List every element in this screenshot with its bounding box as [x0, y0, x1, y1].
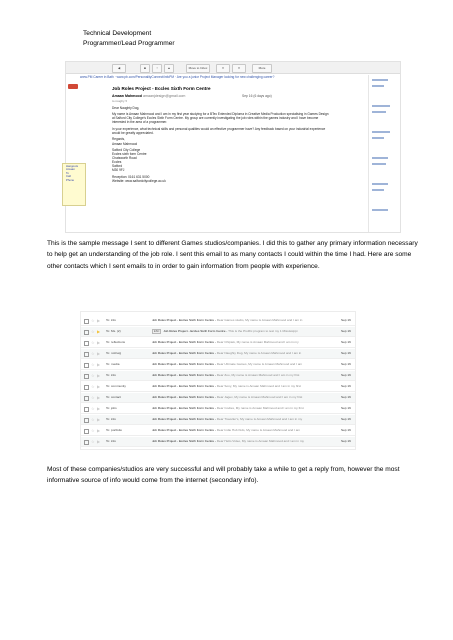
row-date: Sep 16: [341, 318, 351, 322]
row-snippet: Dear Chiptek, My name is Amaan Mahmood and I am in my: [216, 340, 299, 344]
sender-email: amaanjdesign@gmail.com: [142, 94, 186, 98]
row-date: Sep 16: [341, 329, 351, 333]
row-subject: [152, 382, 328, 391]
sent-list-row[interactable]: [81, 316, 355, 326]
closing-paragraph: Most of these companies/studios are very successful and will probably take a while to get a reply from, however the most informative source of info would come from the internet (secondary info).: [47, 466, 400, 485]
row-checkbox[interactable]: [84, 418, 89, 423]
email-contact-info: Reception: 0161 631 5000 Website: www.salfordcitycollege.ac.uk: [112, 174, 166, 183]
side-link[interactable]: [372, 209, 388, 211]
row-checkbox[interactable]: [84, 385, 89, 390]
importance-icon[interactable]: ▶: [97, 428, 101, 433]
side-link[interactable]: [372, 79, 388, 81]
row-separator: -: [214, 439, 217, 443]
row-subject-text: Job Roles Project - Eccles Sixth Form Centre: [163, 329, 226, 333]
compose-button[interactable]: [68, 84, 78, 89]
row-subject: [152, 437, 328, 446]
row-separator: -: [214, 351, 217, 355]
star-icon[interactable]: ☆: [91, 384, 95, 389]
sent-list-row[interactable]: [81, 437, 355, 447]
row-date: Sep 16: [341, 362, 351, 366]
sender-name: Amaan Mahmood: [112, 94, 142, 98]
email-paragraph: In your experience, what technical skills and personal qualities would an effective programmer have? Any feedback based on your industrial experience would be greatly appreciated.: [112, 126, 326, 135]
side-link[interactable]: [372, 163, 386, 165]
row-checkbox[interactable]: [84, 341, 89, 346]
importance-icon[interactable]: ▶: [97, 406, 101, 411]
move-to-inbox-button[interactable]: Move to Inbox: [186, 64, 210, 73]
star-icon[interactable]: ☆: [91, 417, 95, 422]
row-date: Sep 16: [341, 351, 351, 355]
document-heading-role: Technical Development: [83, 30, 152, 37]
row-checkbox[interactable]: [84, 352, 89, 357]
row-separator: -: [214, 340, 217, 344]
row-checkbox[interactable]: [84, 429, 89, 434]
row-subject: [152, 360, 328, 369]
importance-icon[interactable]: ▶: [97, 318, 101, 323]
left-panel: [66, 80, 80, 232]
row-subject-text: Job Roles Project - Eccles Sixth Form Centre: [152, 395, 215, 399]
archive-button[interactable]: ■: [140, 64, 150, 73]
email-screenshot: [65, 61, 401, 233]
row-subject: [152, 338, 328, 347]
row-subject: [152, 426, 328, 435]
row-date: Sep 16: [341, 439, 351, 443]
row-subject: [152, 327, 328, 336]
row-separator: -: [214, 362, 217, 366]
back-button[interactable]: ◀: [112, 64, 126, 73]
row-snippet: Dear Naughty Dog, My name is Amaan Mahmood and I am in: [216, 351, 302, 355]
importance-icon[interactable]: ▶: [97, 384, 101, 389]
chat-panel-text: Hangouts Amaan To Call Phone: [66, 164, 78, 182]
row-subject-text: Job Roles Project - Eccles Sixth Form Centre: [152, 428, 215, 432]
label-button[interactable]: ▾: [232, 64, 246, 73]
star-icon[interactable]: ☆: [91, 439, 95, 444]
sent-list-row[interactable]: [81, 371, 355, 381]
row-checkbox[interactable]: [84, 407, 89, 412]
row-snippet: Dear Ultimate Games, My name is Amaan Mahmood and I am: [216, 362, 303, 366]
row-snippet: Dear Zoo, My name is Amaan Mahmood and I am in my first: [216, 373, 300, 377]
email-subject: Job Roles Project - Eccles Sixth Form Centre: [112, 86, 211, 91]
row-snippet: Dear Games studio, My name is Amaan Mahmood and I am in: [216, 318, 303, 322]
row-snippet: Dear Indie Hub Kids, My name is Amaan Mahmood and I am: [216, 428, 301, 432]
importance-icon[interactable]: ▶: [97, 395, 101, 400]
row-separator: -: [214, 428, 217, 432]
row-subject-text: Job Roles Project - Eccles Sixth Form Centre: [152, 417, 215, 421]
side-link[interactable]: [372, 131, 390, 133]
side-link[interactable]: [372, 183, 388, 185]
sent-list-screenshot: [80, 311, 356, 450]
star-icon[interactable]: ☆: [91, 362, 95, 367]
row-checkbox[interactable]: [84, 396, 89, 401]
row-recipient: To: contact: [106, 395, 121, 399]
email-paragraph: My name is Amaan Mahmood and I am in my first year studying for a BTec Extended Diploma in Creative Media Production specialising in Games Design at Salford City College's Eccles Sixth Form Centre. My group are currently investigating the job roles within the games industry and I have become interested in the area of a programmer.: [112, 112, 329, 125]
side-link[interactable]: [372, 85, 384, 87]
side-link[interactable]: [372, 157, 388, 159]
importance-icon[interactable]: ▶: [97, 340, 101, 345]
sent-list-row[interactable]: [81, 393, 355, 403]
email-greeting: Dear Naughty Dog,: [112, 106, 140, 110]
row-subject-text: Job Roles Project - Eccles Sixth Form Centre: [152, 384, 215, 388]
row-snippet: Dear Sony, My name is Amaan Mahmood and I am in my first: [216, 384, 301, 388]
row-separator: -: [214, 384, 217, 388]
importance-icon[interactable]: ▶: [97, 373, 101, 378]
row-separator: -: [214, 373, 217, 377]
side-link[interactable]: [372, 105, 390, 107]
email-date: Sep 16 (6 days ago): [242, 94, 272, 98]
chat-panel[interactable]: [62, 163, 86, 206]
row-date: Sep 16: [341, 384, 351, 388]
row-recipient: To: reflections: [106, 340, 126, 344]
side-link[interactable]: [372, 189, 384, 191]
star-icon[interactable]: ☆: [91, 395, 95, 400]
intro-paragraph: This is the sample message I sent to different Games studios/companies. I did this to gather any primary information necessary to help get an understanding of the job role. I sent this email to as many contacts I could within the time I had. Here are some other contacts which I sent emails to in order to gain information from people with experience.: [47, 240, 418, 270]
row-separator: -: [214, 417, 217, 421]
star-icon[interactable]: ☆: [91, 318, 95, 323]
row-subject: [152, 415, 328, 424]
row-recipient: To: nd-hwg: [106, 351, 122, 355]
email-recipient[interactable]: to roughy ▾: [112, 99, 127, 103]
row-recipient: To: Ms. (2): [106, 329, 121, 333]
row-separator: -: [214, 395, 217, 399]
sent-list-row[interactable]: [81, 360, 355, 370]
row-subject: [152, 393, 328, 402]
row-separator: -: [225, 329, 229, 333]
row-date: Sep 16: [341, 428, 351, 432]
row-recipient: To: jobs: [106, 406, 117, 410]
row-date: Sep 16: [341, 395, 351, 399]
sent-list-row[interactable]: [81, 338, 355, 348]
spam-button[interactable]: !: [152, 64, 162, 73]
email-signoff: Regards,: [112, 137, 125, 142]
row-snippet: Dear Traveller's, My name is Amaan Mahmood and I am in my: [216, 417, 303, 421]
row-subject: [152, 349, 328, 358]
sent-list-row[interactable]: [81, 415, 355, 425]
row-snippet: Dear Codies, My name is Amaan Mahmood and I am in my first: [216, 406, 304, 410]
email-signature-name: Amaan Mahmood: [112, 141, 138, 146]
row-checkbox[interactable]: [84, 374, 89, 379]
sent-list-row[interactable]: [81, 426, 355, 436]
label-badge: ESC: [154, 330, 160, 333]
ad-bar[interactable]: www.PM Career in Bath · www.pb.com/PersonalityConnect/infoPM · Are you a junior Project Manager looking for new challenging career?: [80, 75, 275, 79]
row-subject: [152, 316, 328, 325]
star-icon[interactable]: ☆: [91, 406, 95, 411]
email-toolbar: [66, 62, 400, 74]
row-recipient: To: media: [106, 362, 120, 366]
importance-icon[interactable]: ▶: [97, 417, 101, 422]
row-separator: -: [214, 406, 217, 410]
row-separator: -: [214, 318, 217, 322]
star-icon[interactable]: ☆: [91, 340, 95, 345]
row-subject-text: Job Roles Project - Eccles Sixth Form Centre: [152, 340, 215, 344]
row-snippet: This is the Prolific program to test my 1 Mississippi: [228, 329, 298, 333]
row-checkbox[interactable]: [84, 330, 89, 335]
side-link[interactable]: [372, 137, 384, 139]
row-checkbox[interactable]: [84, 363, 89, 368]
email-sender: [112, 94, 185, 98]
more-button[interactable]: More: [252, 64, 272, 73]
side-link[interactable]: [372, 111, 386, 113]
row-subject-text: Job Roles Project - Eccles Sixth Form Centre: [152, 351, 215, 355]
row-snippet: Dear Hello Video, My name is Amaan Mahmood and I am in my: [216, 439, 304, 443]
row-checkbox[interactable]: [84, 319, 89, 324]
row-date: Sep 16: [341, 406, 351, 410]
row-date: Sep 16: [341, 417, 351, 421]
importance-icon[interactable]: ▶: [97, 329, 101, 334]
star-icon[interactable]: ☆: [91, 329, 95, 334]
importance-icon[interactable]: ▶: [97, 351, 101, 356]
row-date: Sep 16: [341, 340, 351, 344]
row-checkbox[interactable]: [84, 440, 89, 445]
star-icon[interactable]: ☆: [91, 373, 95, 378]
row-subject-text: Job Roles Project - Eccles Sixth Form Centre: [152, 373, 215, 377]
sent-list-row[interactable]: [81, 349, 355, 359]
star-icon[interactable]: ☆: [91, 428, 95, 433]
sent-list-row[interactable]: [81, 404, 355, 414]
row-recipient: To: community: [106, 384, 126, 388]
row-subject-text: Job Roles Project - Eccles Sixth Form Centre: [152, 439, 215, 443]
right-panel: [368, 75, 401, 232]
row-subject-text: Job Roles Project - Eccles Sixth Form Centre: [152, 362, 215, 366]
email-address-block: Salford City College Eccles sixth form Centre Chatsworth Road Eccles Salford M30 9FJ: [112, 148, 147, 173]
row-subject-text: Job Roles Project - Eccles Sixth Form Centre: [152, 406, 215, 410]
email-body: [112, 106, 332, 185]
importance-icon[interactable]: ▶: [97, 439, 101, 444]
row-recipient: To: info: [106, 318, 116, 322]
sent-list-row[interactable]: [81, 327, 355, 337]
folder-button[interactable]: ▾: [216, 64, 230, 73]
row-recipient: To: info: [106, 373, 116, 377]
row-recipient: To: info: [106, 439, 116, 443]
row-subject: [152, 404, 328, 413]
star-icon[interactable]: ☆: [91, 351, 95, 356]
row-date: Sep 16: [341, 373, 351, 377]
sent-list-row[interactable]: [81, 382, 355, 392]
row-subject-text: Job Roles Project - Eccles Sixth Form Centre: [152, 318, 215, 322]
importance-icon[interactable]: ▶: [97, 362, 101, 367]
delete-button[interactable]: ▲: [164, 64, 174, 73]
row-snippet: Dear Jagex, My name is Amaan Mahmood and I am in my first: [216, 395, 303, 399]
row-recipient: To: portfolio: [106, 428, 122, 432]
row-recipient: To: info: [106, 417, 116, 421]
document-heading-subrole: Programmer/Lead Programmer: [83, 40, 175, 47]
row-subject: [152, 371, 328, 380]
